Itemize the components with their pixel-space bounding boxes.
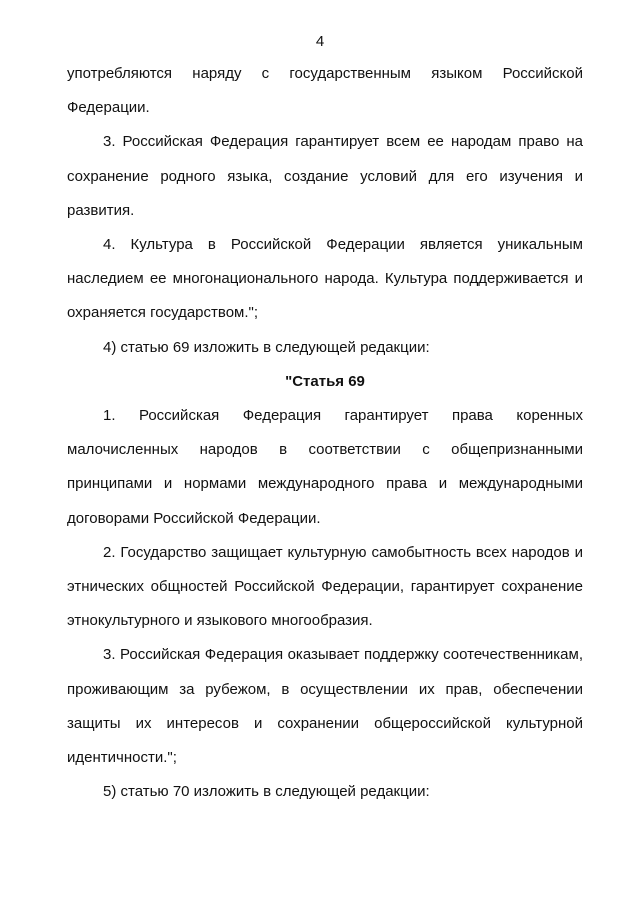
paragraph-amendment-4: 4) статью 69 изложить в следующей редакции: bbox=[103, 338, 430, 356]
paragraph-item-4: 4. Культура в Российской Федерации является уникальным наследием ее многонационального народа. Культура поддерживается и охраняется государством."; bbox=[67, 236, 583, 322]
article-heading: "Статья 69 bbox=[285, 372, 365, 390]
article-paragraph-1: 1. Российская Федерация гарантирует права коренных малочисленных народов в соответствии с общепризнанными принципами и нормами международного права и международными договорами Российской Федерации. bbox=[67, 407, 583, 527]
paragraph-amendment-5: 5) статью 70 изложить в следующей редакции: bbox=[103, 783, 430, 801]
paragraph-continuation: употребляются наряду с государственным языком Российской Федерации. bbox=[67, 65, 583, 117]
paragraph-item-3: 3. Российская Федерация гарантирует всем ее народам право на сохранение родного языка, создание условий для его изучения и развития. bbox=[67, 133, 583, 219]
article-paragraph-2: 2. Государство защищает культурную самобытность всех народов и этнических общностей Российской Федерации, гарантирует сохранение этнокультурного и языкового многообразия. bbox=[67, 543, 583, 630]
page-number: 4 bbox=[315, 33, 325, 50]
document-body bbox=[67, 57, 583, 809]
article-paragraph-3: 3. Российская Федерация оказывает поддержку соотечественникам, проживающим за рубежом, в осуществлении их прав, обеспечении защиты их интересов и сохранении общероссийской культурной идентичности."; bbox=[67, 646, 583, 767]
